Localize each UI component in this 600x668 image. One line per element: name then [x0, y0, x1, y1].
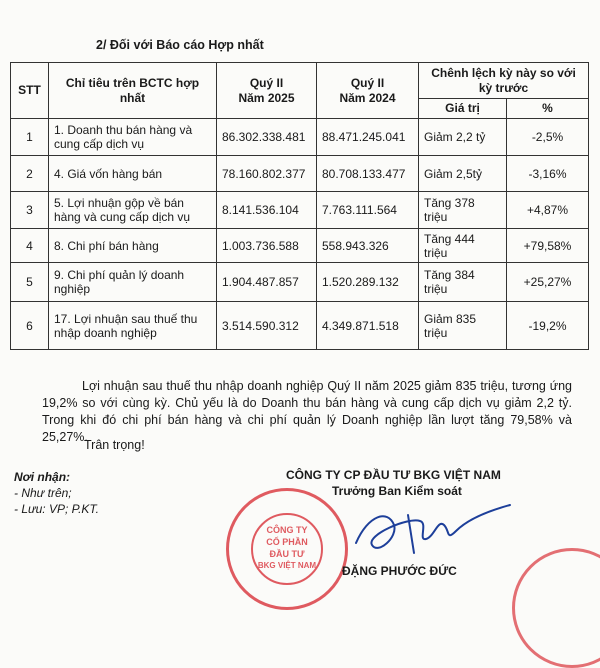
cell-q2-2025: 86.302.338.481: [217, 119, 317, 156]
header-q2-2024-line2: Năm 2024: [339, 90, 396, 105]
cell-value: Giảm 835 triệu: [419, 302, 507, 350]
recipient-line: - Lưu: VP; P.KT.: [14, 502, 99, 516]
table-row: [11, 156, 589, 192]
table-row: [11, 192, 589, 229]
header-q2-2024-line1: Quý II: [350, 75, 385, 90]
handwritten-signature: [348, 495, 518, 565]
header-q2-2024: [317, 63, 419, 119]
cell-value: Giảm 2,2 tỷ: [419, 119, 507, 156]
consolidated-report-table: [10, 62, 589, 350]
header-q2-2025: [217, 63, 317, 119]
cell-stt: 1: [11, 119, 49, 156]
cell-q2-2024: 7.763.111.564: [317, 192, 419, 229]
stamp-line: ĐẦU TƯ: [269, 549, 305, 559]
table-row: [11, 302, 589, 350]
cell-q2-2024: 80.708.133.477: [317, 156, 419, 192]
cell-indicator: 8. Chi phí bán hàng: [49, 229, 217, 263]
cell-value: Tăng 444 triệu: [419, 229, 507, 263]
stamp-line: CÔNG TY: [266, 525, 308, 535]
company-stamp: [226, 488, 348, 610]
section-title: 2/ Đối với Báo cáo Hợp nhất: [96, 38, 264, 52]
header-value: Giá trị: [419, 99, 507, 119]
cell-q2-2024: 88.471.245.041: [317, 119, 419, 156]
cell-indicator: 9. Chi phí quản lý doanh nghiệp: [49, 263, 217, 302]
table-row: [11, 229, 589, 263]
cell-value: Tăng 378 triệu: [419, 192, 507, 229]
recipients-block: [14, 469, 99, 517]
cell-q2-2025: 1.904.487.857: [217, 263, 317, 302]
cell-percent: -19,2%: [507, 302, 589, 350]
cell-value: Tăng 384 triệu: [419, 263, 507, 302]
cell-q2-2024: 558.943.326: [317, 229, 419, 263]
cell-indicator: 4. Giá vốn hàng bán: [49, 156, 217, 192]
company-name: CÔNG TY CP ĐẦU TƯ BKG VIỆT NAM: [286, 468, 501, 482]
summary-text: Lợi nhuận sau thuế thu nhập doanh nghiệp Quý II năm 2025 giảm 835 triệu, tương ứng 19,2% so với cùng kỳ. Chủ yếu là do Doanh thu bán hàng và cung cấp dịch vụ giảm 2,2 tỷ. Trong khi đó chi phí bán hàng và chi phí quản lý Doanh nghiệp lần lượt tăng 79,58% và 25,27%.: [42, 379, 572, 444]
cell-percent: +79,58%: [507, 229, 589, 263]
cell-q2-2024: 4.349.871.518: [317, 302, 419, 350]
table-row: [11, 119, 589, 156]
cell-indicator: 1. Doanh thu bán hàng và cung cấp dịch vụ: [49, 119, 217, 156]
cell-stt: 2: [11, 156, 49, 192]
cell-stt: 6: [11, 302, 49, 350]
recipients-label: Nơi nhận:: [14, 470, 71, 484]
header-q2-2025-line2: Năm 2025: [238, 90, 295, 105]
cell-stt: 3: [11, 192, 49, 229]
signer-name: ĐẶNG PHƯỚC ĐỨC: [342, 564, 457, 578]
header-stt: STT: [11, 63, 49, 119]
cell-q2-2025: 8.141.536.104: [217, 192, 317, 229]
cell-indicator: 17. Lợi nhuận sau thuế thu nhập doanh nghiệp: [49, 302, 217, 350]
cell-q2-2025: 1.003.736.588: [217, 229, 317, 263]
cell-q2-2025: 78.160.802.377: [217, 156, 317, 192]
header-indicator: Chỉ tiêu trên BCTC hợp nhất: [49, 63, 217, 119]
stamp-line: CỔ PHẦN: [266, 537, 308, 547]
header-percent: %: [507, 99, 589, 119]
second-stamp-partial: [512, 548, 600, 668]
cell-stt: 5: [11, 263, 49, 302]
header-q2-2025-line1: Quý II: [249, 75, 284, 90]
summary-paragraph: [42, 378, 572, 446]
header-diff: Chênh lệch kỳ này so với kỳ trước: [419, 63, 589, 99]
cell-percent: +25,27%: [507, 263, 589, 302]
cell-q2-2025: 3.514.590.312: [217, 302, 317, 350]
cell-stt: 4: [11, 229, 49, 263]
cell-q2-2024: 1.520.289.132: [317, 263, 419, 302]
signer-position: Trưởng Ban Kiểm soát: [332, 484, 462, 498]
regards-text: Trân trọng!: [84, 438, 145, 452]
stamp-line: BKG VIỆT NAM: [257, 561, 317, 570]
cell-value: Giảm 2,5tỷ: [419, 156, 507, 192]
cell-percent: -2,5%: [507, 119, 589, 156]
cell-percent: +4,87%: [507, 192, 589, 229]
cell-indicator: 5. Lợi nhuận gộp về bán hàng và cung cấp dịch vụ: [49, 192, 217, 229]
recipient-line: - Như trên;: [14, 486, 72, 500]
table-row: [11, 263, 589, 302]
cell-percent: -3,16%: [507, 156, 589, 192]
